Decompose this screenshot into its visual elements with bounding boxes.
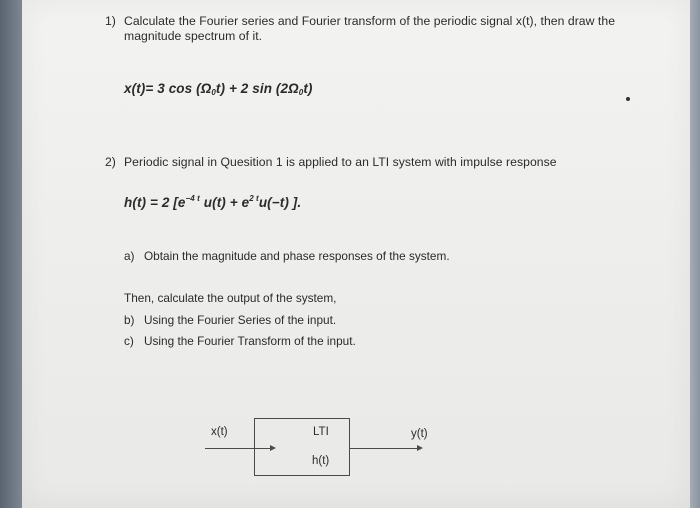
q2-b-text: Using the Fourier Series of the input. xyxy=(144,313,337,327)
q1-line1: Calculate the Fourier series and Fourier transform of the periodic signal x(t), then draw the xyxy=(124,14,616,28)
q2-eq-sup1: −4 t xyxy=(185,194,200,203)
q2-c-label: c) xyxy=(124,334,134,348)
diagram-box-subtitle: h(t) xyxy=(312,455,330,467)
q1-eq-sub1: 0 xyxy=(211,88,216,97)
q2-then-text: Then, calculate the output of the system, xyxy=(124,291,337,305)
q2-c-text: Using the Fourier Transform of the input. xyxy=(144,334,356,348)
q2-a-text: Obtain the magnitude and phase responses of the system. xyxy=(144,249,450,263)
q1-eq-omega1: Ω xyxy=(200,81,212,96)
q1-eq-end: t) xyxy=(303,81,313,96)
background-left xyxy=(0,0,22,508)
q2-b-label: b) xyxy=(124,313,135,327)
output-wire xyxy=(350,448,418,449)
output-arrow-icon xyxy=(417,445,423,451)
lti-system-box xyxy=(254,418,350,476)
q1-equation xyxy=(124,81,313,97)
q1-eq-mid: t) + 2 sin (2 xyxy=(215,81,289,96)
q2-number: 2) xyxy=(105,155,116,169)
q1-line2: magnitude spectrum of it. xyxy=(124,29,263,43)
q2-eq-a: h(t) = 2 [e xyxy=(124,195,186,210)
q2-line1: Periodic signal in Quesition 1 is applied to an LTI system with impulse response xyxy=(124,155,557,169)
q2-a-label: a) xyxy=(124,249,135,263)
diagram-output-label: y(t) xyxy=(411,428,428,440)
diagram-input-label: x(t) xyxy=(211,426,228,438)
ink-dot xyxy=(626,97,630,101)
q1-eq-prefix: x(t)= 3 cos ( xyxy=(124,81,201,96)
diagram-box-title: LTI xyxy=(313,426,329,438)
q1-number: 1) xyxy=(105,14,116,28)
q2-eq-b: u(t) + e xyxy=(199,195,250,210)
q2-eq-sup2: 2 t xyxy=(249,194,259,203)
q1-eq-omega2: Ω xyxy=(288,81,299,96)
q2-eq-c: u(−t) ]. xyxy=(258,195,302,210)
q2-equation xyxy=(124,194,301,210)
q1-eq-sub2: 0 xyxy=(298,88,304,97)
